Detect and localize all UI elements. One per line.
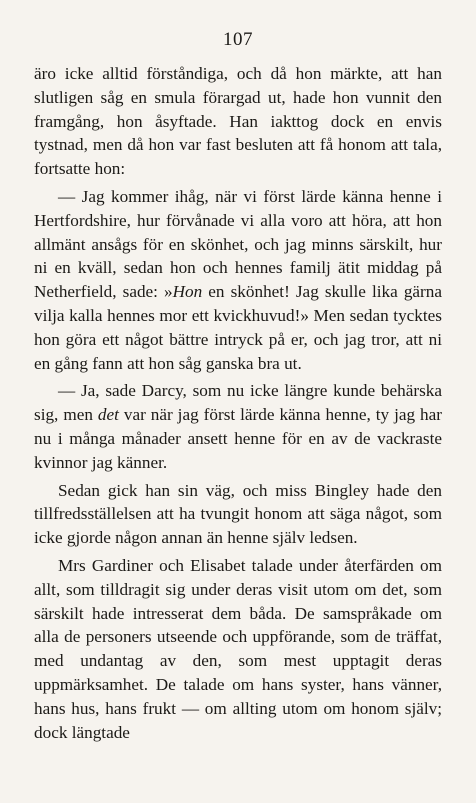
- paragraph-text: — Jag kommer ihåg, när vi först lärde känna henne i Hertfordshire, hur förvånade vi alla voro att höra, att hon allmänt ansågs för en skönhet, och jag minns särskilt, hur ni en kväll, sedan hon och hennes familj ätit middag på Netherfield, sade: »: [34, 186, 442, 302]
- paragraph: [34, 379, 442, 474]
- paragraph-text: — Ja, sade Darcy, som nu icke längre kunde behärska sig, men: [34, 381, 442, 425]
- paragraph-text: en skönhet! Jag skulle lika gärna vilja kalla hennes mor ett kvickhuvud!» Men sedan tycktes hon göra ett något bättre intryck på er, och jag tror, att ni en gång fann att hon såg ganska bra ut.: [34, 282, 443, 373]
- paragraph-text: äro icke alltid förståndiga, och då hon märkte, att han slutligen såg en smula förargad ut, hade hon vunnit den framgång, hon åsyftade. Han iakttog dock en envis tystnad, men då hon var fast besluten att få honom att tala, fortsatte hon:: [34, 64, 442, 179]
- body-text: [34, 62, 442, 748]
- emphasized-word: det: [97, 405, 119, 425]
- paragraph-text: var när jag först lärde känna henne, ty jag har nu i många månader ansett henne för en av de vackraste kvinnor jag känner.: [34, 405, 442, 472]
- paragraph-text: Sedan gick han sin väg, och miss Bingley hade den tillfredsställelsen att ha tvungit honom att säga något, som icke gjorde någon annan än henne själv ledsen.: [34, 480, 442, 548]
- paragraph: [34, 185, 442, 375]
- page-number: 107: [223, 29, 253, 50]
- paragraph: [34, 62, 442, 181]
- emphasized-word: Hon: [172, 282, 203, 302]
- paragraph-text: Mrs Gardiner och Elisabet talade under återfärden om allt, som tilldragit sig under deras visit utom om det, som särskilt hade intresserat dem båda. De samspråkade om alla de personers utseende och uppförande, som de träffat, med undantag av den, som mest upptagit deras uppmärksamhet. De talade om hans syster, hans vänner, hans hus, hans frukt — om allting utom om honom själv; dock längtade: [34, 555, 442, 742]
- paragraph: [34, 554, 442, 744]
- paragraph: [34, 479, 442, 550]
